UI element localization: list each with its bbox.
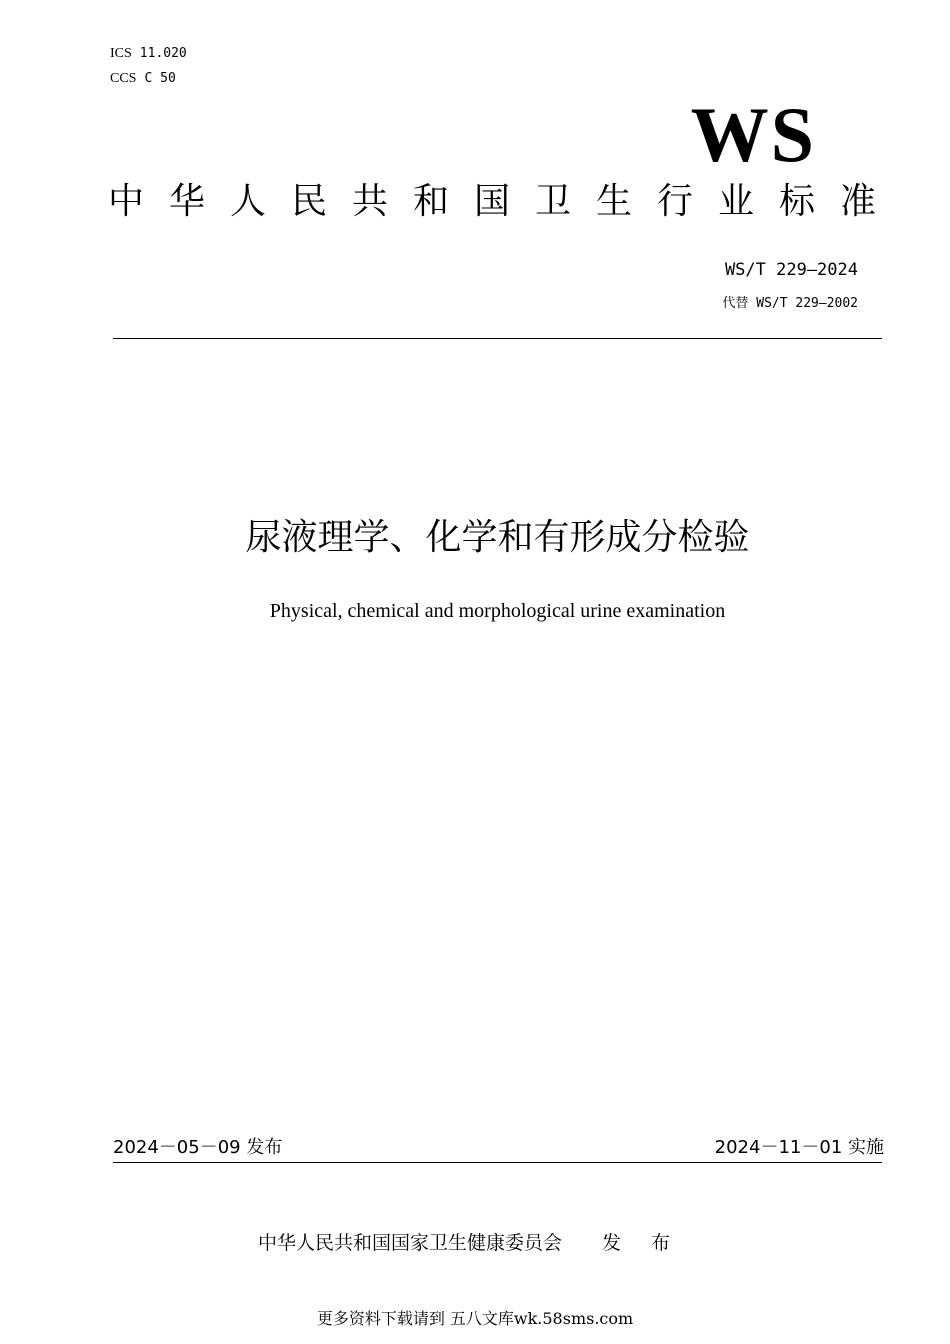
publisher-line [258, 1228, 682, 1255]
publisher-action: 发 布 [602, 1232, 683, 1254]
ics-code: 11.020 [139, 46, 187, 61]
title-english: Physical, chemical and morphological urine examination [269, 600, 726, 622]
ccs-label: CCS [110, 71, 137, 86]
ccs-code: C 50 [144, 71, 176, 86]
footer-watermark: 更多资料下载请到 五八文库wk.58sms.com [316, 1309, 634, 1328]
date-divider [113, 1162, 882, 1163]
ics-classification [110, 46, 187, 62]
standard-category: 中华人民共和国卫生行业标准 [108, 181, 902, 222]
effective-date: 2024－11－01 实施 [714, 1137, 884, 1158]
standard-number: WS/T 229—2024 [724, 260, 858, 280]
ccs-classification [110, 71, 176, 87]
replaces-standard: 代替 WS/T 229—2002 [722, 296, 858, 311]
ics-label: ICS [110, 46, 132, 61]
header-divider [113, 338, 882, 339]
ws-logo: WS [690, 91, 816, 178]
publisher-name: 中华人民共和国国家卫生健康委员会 [258, 1232, 563, 1254]
title-chinese: 尿液理学、化学和有形成分检验 [245, 517, 750, 558]
publish-date: 2024－05－09 发布 [113, 1137, 283, 1158]
